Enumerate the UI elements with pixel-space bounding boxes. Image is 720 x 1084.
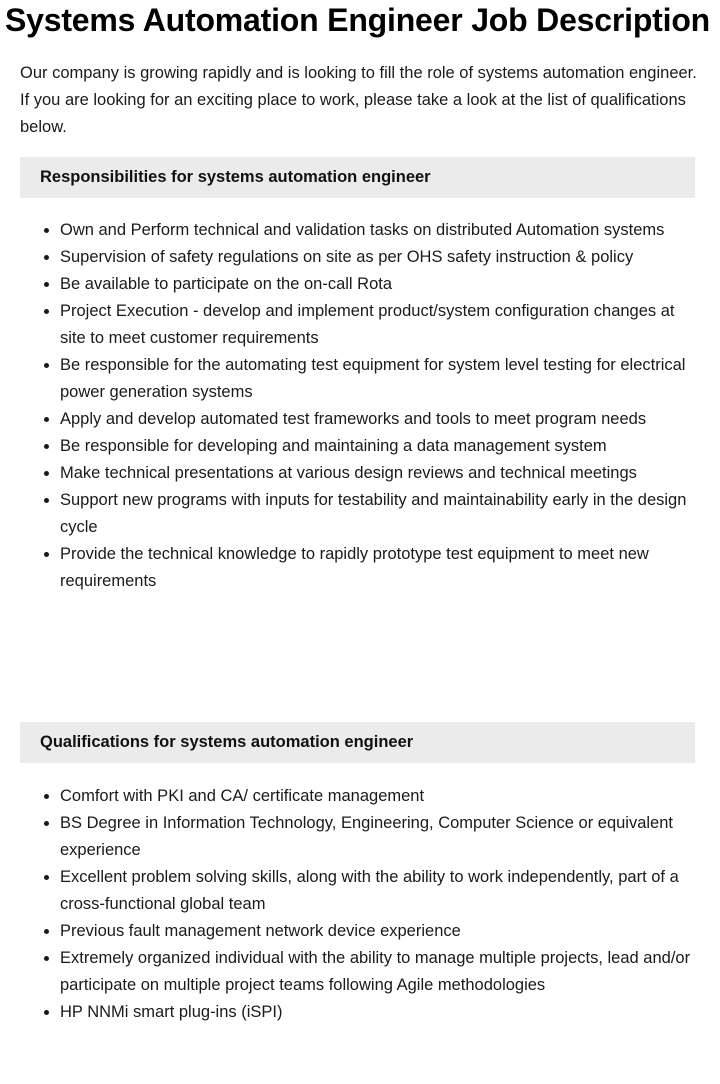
list-item: • Apply and develop automated test frameworks and tools to meet program needs bbox=[60, 406, 695, 433]
list-item: • Excellent problem solving skills, along with the ability to work independently, part of a cross-functional global team bbox=[60, 864, 695, 918]
list-item: • HP NNMi smart plug-ins (iSPI) bbox=[60, 999, 695, 1026]
qualifications-list bbox=[20, 783, 695, 1026]
list-item: • BS Degree in Information Technology, Engineering, Computer Science or equivalent experience bbox=[60, 810, 695, 864]
list-item: • Be available to participate on the on-call Rota bbox=[60, 271, 695, 298]
list-item: • Make technical presentations at various design reviews and technical meetings bbox=[60, 460, 695, 487]
list-item: • Comfort with PKI and CA/ certificate management bbox=[60, 783, 695, 810]
list-item: • Own and Perform technical and validation tasks on distributed Automation systems bbox=[60, 217, 695, 244]
list-item: • Provide the technical knowledge to rapidly prototype test equipment to meet new requirements bbox=[60, 541, 695, 595]
page-title: Systems Automation Engineer Job Description bbox=[5, 2, 711, 38]
list-item: • Be responsible for developing and maintaining a data management system bbox=[60, 433, 695, 460]
intro-paragraph: Our company is growing rapidly and is looking to fill the role of systems automation engineer. If you are looking for an exciting place to work, please take a look at the list of qualifications below. bbox=[20, 64, 697, 136]
list-item: • Be responsible for the automating test equipment for system level testing for electrical power generation systems bbox=[60, 352, 695, 406]
qualifications-heading: Qualifications for systems automation engineer bbox=[20, 722, 695, 763]
responsibilities-list bbox=[20, 217, 695, 595]
responsibilities-heading: Responsibilities for systems automation engineer bbox=[20, 157, 695, 198]
list-item: • Project Execution - develop and implement product/system configuration changes at site to meet customer requirements bbox=[60, 298, 695, 352]
list-item: • Support new programs with inputs for testability and maintainability early in the design cycle bbox=[60, 487, 695, 541]
list-item: • Supervision of safety regulations on site as per OHS safety instruction & policy bbox=[60, 244, 695, 271]
list-item: • Previous fault management network device experience bbox=[60, 918, 695, 945]
list-item: • Extremely organized individual with the ability to manage multiple projects, lead and/or participate on multiple project teams following Agile methodologies bbox=[60, 945, 695, 999]
